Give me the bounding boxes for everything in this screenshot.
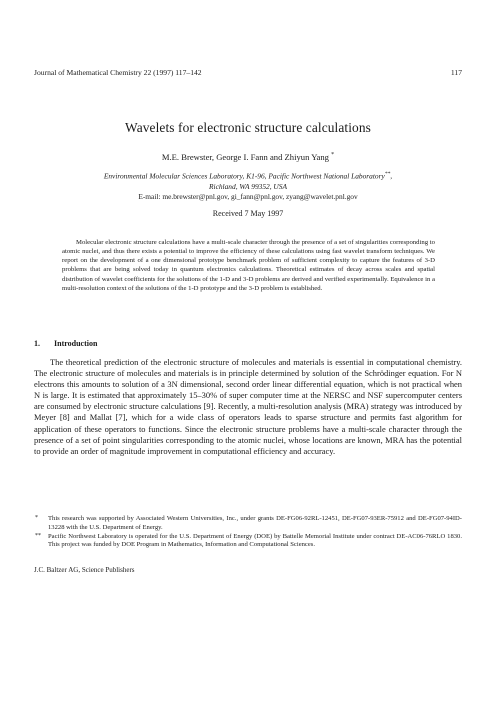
author-footnote-mark: * xyxy=(331,152,335,159)
affiliation-lab-line xyxy=(34,169,462,182)
affiliation-lab: Environmental Molecular Sciences Laboratory, K1-96, Pacific Northwest National Laboratory xyxy=(103,171,385,181)
paper-title: Wavelets for electronic structure calculations xyxy=(125,120,371,135)
author-emails: E-mail: me.brewster@pnl.gov, gi_fann@pnl.gov, zyang@wavelet.pnl.gov xyxy=(138,191,358,201)
received-date: Received 7 May 1997 xyxy=(212,209,284,218)
introduction-paragraph: The theoretical prediction of the electronic structure of molecules and materials is essential in computational chemistry. The electronic structure of molecules and materials is in principle determined by solution of the Schrödinger equation. For N electrons this amounts to solution of a 3N dimensional, second order linear differential equation, which is not practical when N is large. It is estimated that approximately 15–30% of super computer time at the NERSC and NSF supercomputer centers are consumed by electronic structure calculations [9]. Recently, a multi-resolution analysis (MRA) strategy was introduced by Meyer [8] and Mallat [7], which for a wide class of operators leads to sparse structure and permits fast algorithm for application of these operators to functions. Since the electronic structure problems have a multi-scale character through the presence of a set of point singularities corresponding to the atomic nuclei, whose locations are known, MRA has the potential to provide an order of magnitude improvement in computational efficiency and accuracy. xyxy=(34,357,462,456)
section-title: Introduction xyxy=(54,339,98,348)
footnotes xyxy=(34,515,462,550)
section-heading xyxy=(34,339,97,348)
footnote xyxy=(34,533,462,551)
author-list xyxy=(34,152,462,162)
footnote-mark: * xyxy=(35,515,38,521)
author-names: M.E. Brewster, George I. Fann and Zhiyun Yang xyxy=(161,152,329,162)
affiliation xyxy=(34,169,462,202)
page-number: 117 xyxy=(450,68,462,77)
affiliation-footnote-mark: ** xyxy=(384,171,391,177)
publisher-line: J.C. Baltzer AG, Science Publishers xyxy=(34,566,135,574)
running-header xyxy=(34,68,462,77)
footnote xyxy=(34,515,462,533)
affiliation-comma: , xyxy=(390,171,393,181)
footnote-text: Pacific Northwest Laboratory is operated for the U.S. Department of Energy (DOE) by Battelle Memorial Institute under contract DE-AC06-76RLO 1830. This project was funded by DOE Program in Mathematics, Information and Computational Sciences. xyxy=(48,532,462,549)
abstract: Molecular electronic structure calculations have a multi-scale character through the presence of a set of singularities corresponding to atomic nuclei, and thus there exists a potential to improve the efficiency of these calculations using fast wavelet transform techniques. We report on the development of a one dimensional prototype benchmark problem of sufficient complexity to capture the features of 3-D problems that are being solved today in quantum electronics calculations. Theoretical estimates of decay across scales and spatial distribution of wavelet coefficients for the solutions of the 1-D and 3-D problems are derived and verified experimentally. Equivalence in a multi-resolution context of the solutions of the 1-D prototype and the 3-D problem is established. xyxy=(62,239,435,292)
section-number: 1. xyxy=(34,339,40,348)
footnote-mark: ** xyxy=(35,532,41,539)
footnote-text: This research was supported by Associated Western Universities, Inc., under grants DE-FG06-92RL-12451, DE-FG07-93ER-75912 and DE-FG07-94ID-13228 with the U.S. Department of Energy. xyxy=(48,515,462,531)
affiliation-city: Richland, WA 99352, USA xyxy=(209,181,287,191)
journal-citation: Journal of Mathematical Chemistry 22 (1997) 117–142 xyxy=(34,68,202,77)
